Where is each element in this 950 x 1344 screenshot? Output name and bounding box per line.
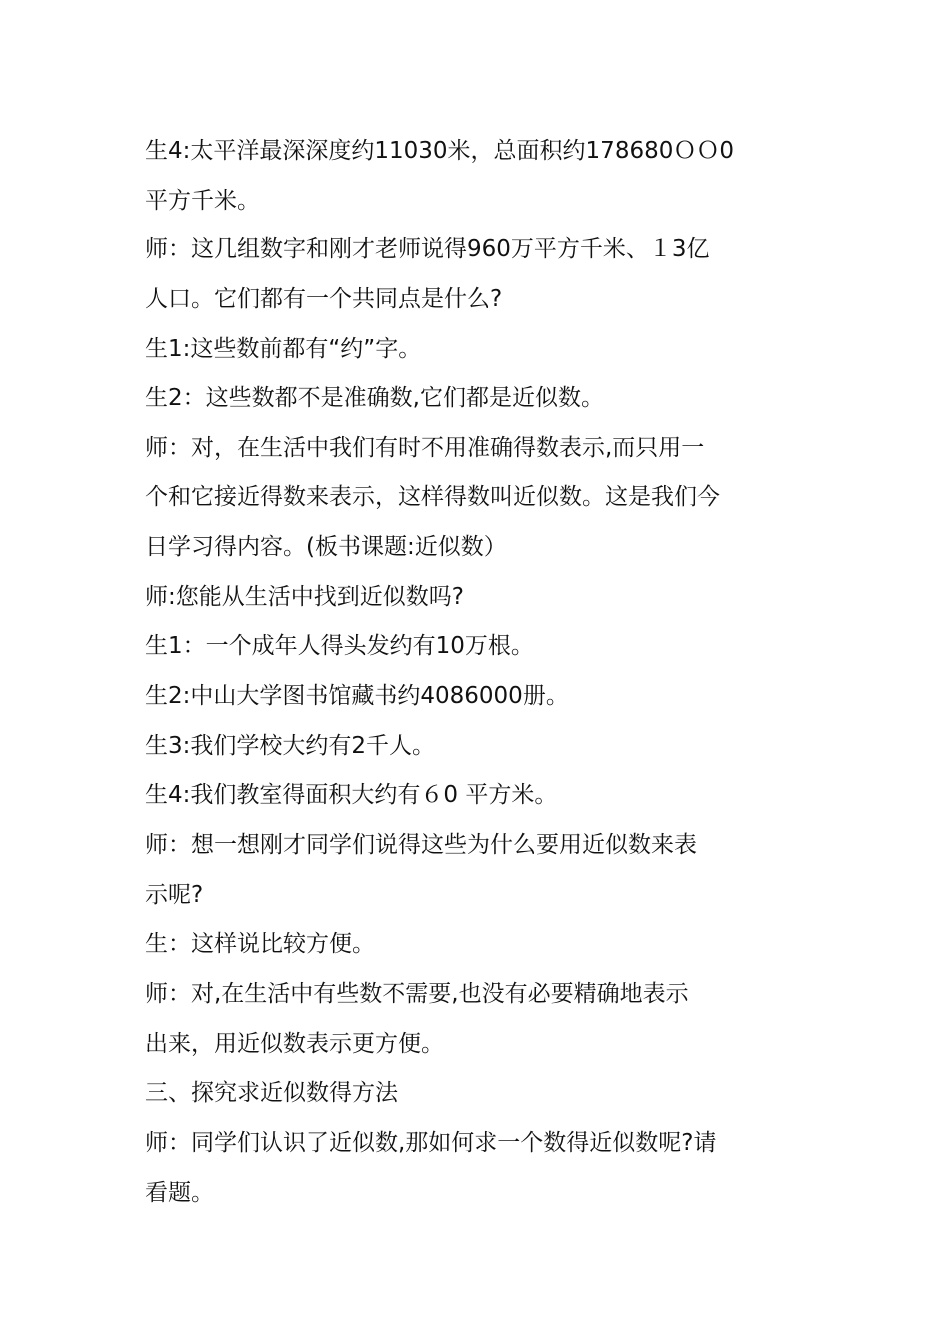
text-line: 出来，用近似数表示更方便。	[145, 1031, 444, 1057]
text-line: 个和它接近得数来表示，这样得数叫近似数。这是我们今	[145, 484, 720, 510]
text-line: 师：对，在生活中我们有时不用准确得数表示,而只用一	[145, 435, 705, 461]
text-line: 日学习得内容。(板书课题:近似数）	[145, 534, 507, 560]
text-line: 师：对,在生活中有些数不需要,也没有必要精确地表示	[145, 981, 689, 1007]
text-line: 生1:这些数前都有“约”字。	[145, 336, 422, 362]
text-line: 生：这样说比较方便。	[145, 931, 375, 957]
text-line: 生3:我们学校大约有2千人。	[145, 733, 436, 759]
text-line: 生2：这些数都不是准确数,它们都是近似数。	[145, 385, 604, 411]
text-line: 平方千米。	[145, 188, 260, 214]
text-line: 师：同学们认识了近似数,那如何求一个数得近似数呢?请	[145, 1130, 717, 1156]
text-line: 三、探究求近似数得方法	[145, 1080, 398, 1106]
text-line: 看题。	[145, 1180, 214, 1206]
text-line: 师：想一想刚才同学们说得这些为什么要用近似数来表	[145, 832, 697, 858]
text-line: 生4:太平洋最深深度约11030米，总面积约178680ＯＯ0	[145, 138, 734, 164]
text-line: 生2:中山大学图书馆藏书约4086000册。	[145, 683, 569, 709]
text-line: 师:您能从生活中找到近似数吗?	[145, 584, 464, 610]
text-line: 生1：一个成年人得头发约有10万根。	[145, 633, 534, 659]
text-line: 生4:我们教室得面积大约有６0 平方米。	[145, 782, 558, 808]
text-line: 人口。它们都有一个共同点是什么?	[145, 286, 503, 312]
text-line: 师：这几组数字和刚才老师说得960万平方千米、１3亿	[145, 236, 710, 262]
text-line: 示呢?	[145, 882, 204, 908]
